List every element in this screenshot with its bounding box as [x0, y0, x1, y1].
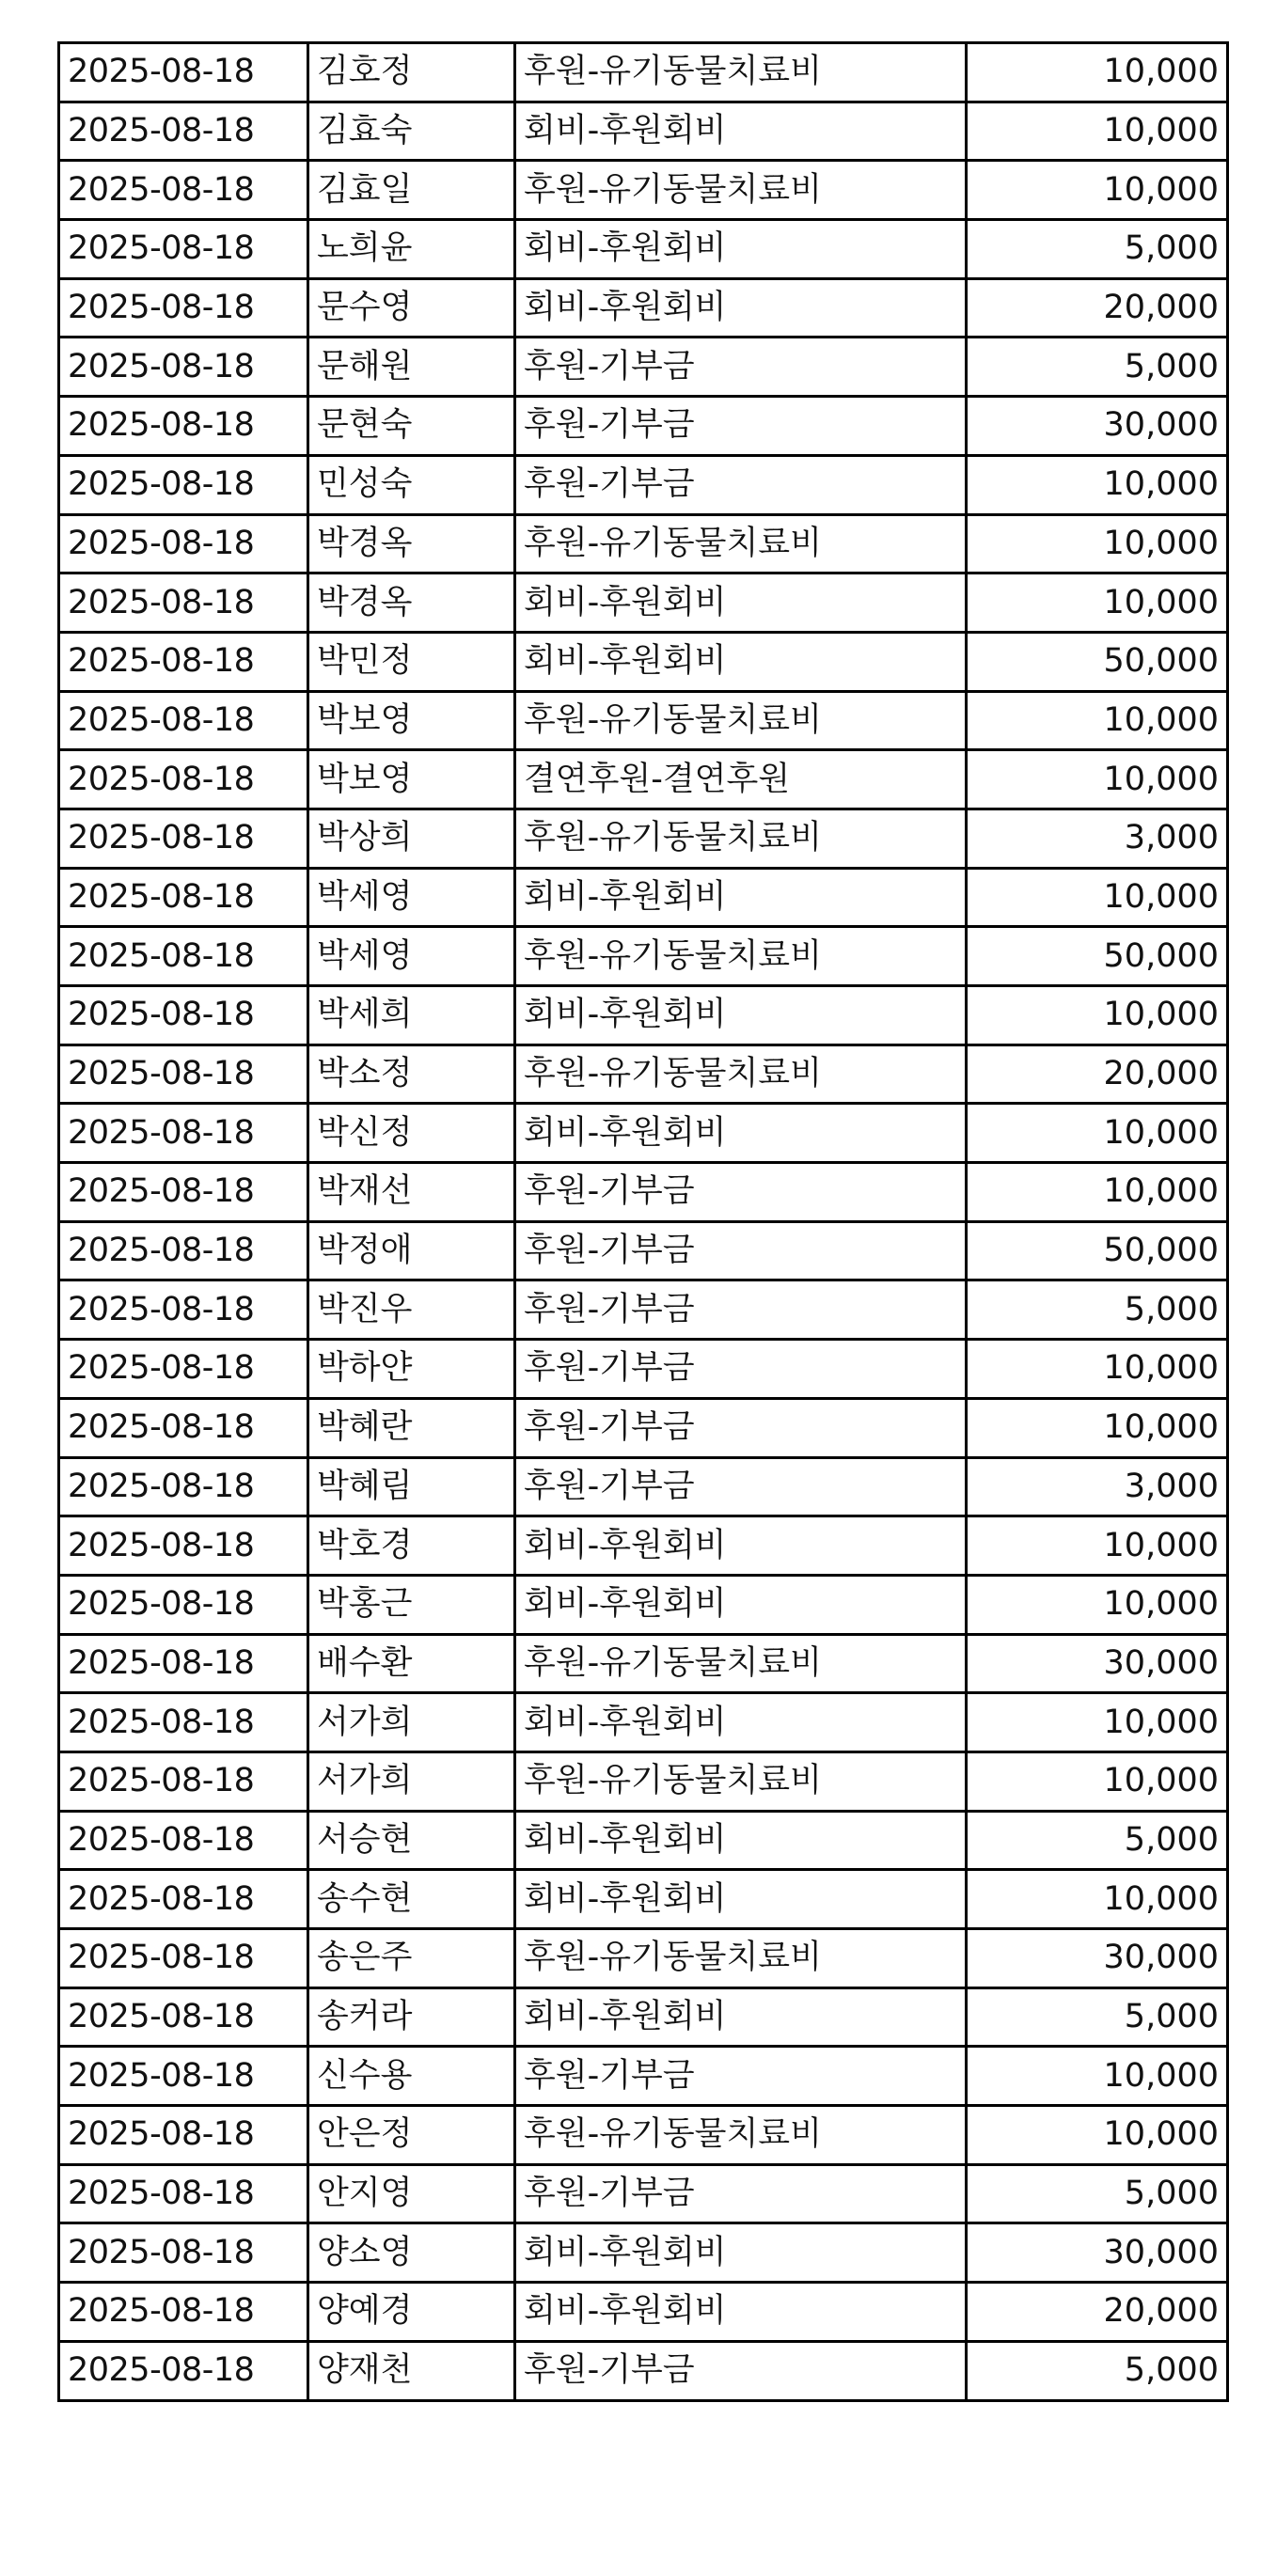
amount-cell: 5,000	[967, 1811, 1228, 1870]
table-row	[59, 1221, 1228, 1280]
table-row	[59, 1398, 1228, 1457]
name-cell: 문수영	[308, 278, 515, 338]
date-cell: 2025-08-18	[59, 2283, 308, 2342]
type-cell: 회비-후원회비	[515, 102, 967, 161]
type-cell: 회비-후원회비	[515, 573, 967, 633]
name-cell: 서가희	[308, 1751, 515, 1811]
name-cell: 김호정	[308, 43, 515, 102]
amount-cell: 30,000	[967, 1929, 1228, 1988]
date-cell: 2025-08-18	[59, 1457, 308, 1516]
date-cell: 2025-08-18	[59, 43, 308, 102]
type-cell: 회비-후원회비	[515, 1575, 967, 1634]
name-cell: 김효숙	[308, 102, 515, 161]
name-cell: 민성숙	[308, 455, 515, 514]
date-cell: 2025-08-18	[59, 809, 308, 868]
amount-cell: 10,000	[967, 455, 1228, 514]
name-cell: 박하얀	[308, 1340, 515, 1399]
date-cell: 2025-08-18	[59, 2164, 308, 2223]
name-cell: 박보영	[308, 691, 515, 750]
date-cell: 2025-08-18	[59, 2106, 308, 2165]
name-cell: 양재천	[308, 2341, 515, 2400]
table-row	[59, 278, 1228, 338]
type-cell: 회비-후원회비	[515, 1987, 967, 2047]
date-cell: 2025-08-18	[59, 750, 308, 809]
date-cell: 2025-08-18	[59, 514, 308, 573]
name-cell: 배수환	[308, 1634, 515, 1693]
type-cell: 후원-유기동물치료비	[515, 514, 967, 573]
date-cell: 2025-08-18	[59, 102, 308, 161]
date-cell: 2025-08-18	[59, 278, 308, 338]
date-cell: 2025-08-18	[59, 161, 308, 220]
amount-cell: 10,000	[967, 691, 1228, 750]
table-row	[59, 1634, 1228, 1693]
type-cell: 회비-후원회비	[515, 2283, 967, 2342]
amount-cell: 10,000	[967, 43, 1228, 102]
name-cell: 박진우	[308, 1280, 515, 1340]
name-cell: 안은정	[308, 2106, 515, 2165]
amount-cell: 5,000	[967, 220, 1228, 279]
table-row	[59, 397, 1228, 456]
table-row	[59, 1340, 1228, 1399]
type-cell: 후원-기부금	[515, 455, 967, 514]
type-cell: 결연후원-결연후원	[515, 750, 967, 809]
date-cell: 2025-08-18	[59, 1516, 308, 1576]
type-cell: 회비-후원회비	[515, 1104, 967, 1163]
date-cell: 2025-08-18	[59, 986, 308, 1045]
table-row	[59, 691, 1228, 750]
date-cell: 2025-08-18	[59, 1811, 308, 1870]
type-cell: 회비-후원회비	[515, 868, 967, 927]
name-cell: 송은주	[308, 1929, 515, 1988]
amount-cell: 10,000	[967, 573, 1228, 633]
table-row	[59, 102, 1228, 161]
table-row	[59, 1457, 1228, 1516]
date-cell: 2025-08-18	[59, 397, 308, 456]
name-cell: 박보영	[308, 750, 515, 809]
type-cell: 회비-후원회비	[515, 2223, 967, 2283]
table-row	[59, 1575, 1228, 1634]
table-row	[59, 2223, 1228, 2283]
type-cell: 후원-기부금	[515, 1457, 967, 1516]
type-cell: 후원-기부금	[515, 1163, 967, 1222]
type-cell: 회비-후원회비	[515, 220, 967, 279]
date-cell: 2025-08-18	[59, 1163, 308, 1222]
amount-cell: 5,000	[967, 1987, 1228, 2047]
date-cell: 2025-08-18	[59, 2047, 308, 2106]
date-cell: 2025-08-18	[59, 632, 308, 691]
amount-cell: 10,000	[967, 1516, 1228, 1576]
date-cell: 2025-08-18	[59, 1045, 308, 1104]
amount-cell: 10,000	[967, 1340, 1228, 1399]
name-cell: 안지영	[308, 2164, 515, 2223]
name-cell: 양예경	[308, 2283, 515, 2342]
type-cell: 후원-유기동물치료비	[515, 2106, 967, 2165]
table-row	[59, 750, 1228, 809]
table-row	[59, 2341, 1228, 2400]
name-cell: 박홍근	[308, 1575, 515, 1634]
table-row	[59, 1280, 1228, 1340]
table-row	[59, 514, 1228, 573]
type-cell: 후원-기부금	[515, 2047, 967, 2106]
table-row	[59, 1870, 1228, 1929]
date-cell: 2025-08-18	[59, 691, 308, 750]
name-cell: 박혜림	[308, 1457, 515, 1516]
name-cell: 박혜란	[308, 1398, 515, 1457]
name-cell: 서승현	[308, 1811, 515, 1870]
table-row	[59, 2164, 1228, 2223]
type-cell: 후원-유기동물치료비	[515, 809, 967, 868]
amount-cell: 5,000	[967, 1280, 1228, 1340]
amount-cell: 10,000	[967, 1693, 1228, 1752]
type-cell: 회비-후원회비	[515, 1693, 967, 1752]
type-cell: 후원-기부금	[515, 2341, 967, 2400]
amount-cell: 20,000	[967, 1045, 1228, 1104]
table-row	[59, 1987, 1228, 2047]
date-cell: 2025-08-18	[59, 927, 308, 986]
name-cell: 박민정	[308, 632, 515, 691]
table-row	[59, 1045, 1228, 1104]
type-cell: 회비-후원회비	[515, 1870, 967, 1929]
amount-cell: 50,000	[967, 1221, 1228, 1280]
type-cell: 후원-기부금	[515, 2164, 967, 2223]
name-cell: 박호경	[308, 1516, 515, 1576]
amount-cell: 50,000	[967, 927, 1228, 986]
type-cell: 후원-기부금	[515, 1280, 967, 1340]
amount-cell: 10,000	[967, 2047, 1228, 2106]
date-cell: 2025-08-18	[59, 1751, 308, 1811]
name-cell: 박상희	[308, 809, 515, 868]
type-cell: 회비-후원회비	[515, 1516, 967, 1576]
date-cell: 2025-08-18	[59, 1104, 308, 1163]
type-cell: 회비-후원회비	[515, 632, 967, 691]
amount-cell: 30,000	[967, 2223, 1228, 2283]
amount-cell: 3,000	[967, 1457, 1228, 1516]
name-cell: 박신정	[308, 1104, 515, 1163]
name-cell: 박세영	[308, 868, 515, 927]
date-cell: 2025-08-18	[59, 220, 308, 279]
date-cell: 2025-08-18	[59, 1575, 308, 1634]
amount-cell: 5,000	[967, 338, 1228, 397]
name-cell: 박재선	[308, 1163, 515, 1222]
date-cell: 2025-08-18	[59, 455, 308, 514]
table-row	[59, 809, 1228, 868]
donation-table	[57, 41, 1229, 2402]
amount-cell: 30,000	[967, 1634, 1228, 1693]
table-row	[59, 455, 1228, 514]
table-row	[59, 161, 1228, 220]
amount-cell: 10,000	[967, 2106, 1228, 2165]
date-cell: 2025-08-18	[59, 1634, 308, 1693]
table-row	[59, 1811, 1228, 1870]
name-cell: 김효일	[308, 161, 515, 220]
date-cell: 2025-08-18	[59, 1693, 308, 1752]
amount-cell: 30,000	[967, 397, 1228, 456]
date-cell: 2025-08-18	[59, 1340, 308, 1399]
table-row	[59, 2047, 1228, 2106]
name-cell: 박경옥	[308, 514, 515, 573]
name-cell: 양소영	[308, 2223, 515, 2283]
table-row	[59, 338, 1228, 397]
name-cell: 문해원	[308, 338, 515, 397]
type-cell: 후원-유기동물치료비	[515, 1634, 967, 1693]
table-row	[59, 1751, 1228, 1811]
name-cell: 박세희	[308, 986, 515, 1045]
amount-cell: 5,000	[967, 2341, 1228, 2400]
table-row	[59, 573, 1228, 633]
type-cell: 후원-유기동물치료비	[515, 927, 967, 986]
amount-cell: 50,000	[967, 632, 1228, 691]
table-row	[59, 1929, 1228, 1988]
name-cell: 박소정	[308, 1045, 515, 1104]
date-cell: 2025-08-18	[59, 1987, 308, 2047]
type-cell: 후원-유기동물치료비	[515, 43, 967, 102]
amount-cell: 10,000	[967, 986, 1228, 1045]
date-cell: 2025-08-18	[59, 2223, 308, 2283]
type-cell: 후원-기부금	[515, 338, 967, 397]
type-cell: 후원-기부금	[515, 397, 967, 456]
date-cell: 2025-08-18	[59, 2341, 308, 2400]
name-cell: 송커라	[308, 1987, 515, 2047]
amount-cell: 10,000	[967, 1870, 1228, 1929]
table-row	[59, 2283, 1228, 2342]
amount-cell: 10,000	[967, 1104, 1228, 1163]
table-row	[59, 868, 1228, 927]
type-cell: 회비-후원회비	[515, 1811, 967, 1870]
amount-cell: 10,000	[967, 161, 1228, 220]
amount-cell: 10,000	[967, 750, 1228, 809]
amount-cell: 10,000	[967, 1751, 1228, 1811]
date-cell: 2025-08-18	[59, 1221, 308, 1280]
type-cell: 후원-유기동물치료비	[515, 161, 967, 220]
amount-cell: 20,000	[967, 2283, 1228, 2342]
name-cell: 신수용	[308, 2047, 515, 2106]
table-row	[59, 43, 1228, 102]
type-cell: 회비-후원회비	[515, 986, 967, 1045]
name-cell: 박경옥	[308, 573, 515, 633]
table-row	[59, 632, 1228, 691]
type-cell: 후원-유기동물치료비	[515, 691, 967, 750]
name-cell: 노희윤	[308, 220, 515, 279]
donation-table-body	[59, 43, 1228, 2401]
date-cell: 2025-08-18	[59, 1280, 308, 1340]
amount-cell: 10,000	[967, 1163, 1228, 1222]
amount-cell: 10,000	[967, 1398, 1228, 1457]
table-row	[59, 927, 1228, 986]
table-row	[59, 1104, 1228, 1163]
date-cell: 2025-08-18	[59, 1929, 308, 1988]
name-cell: 박세영	[308, 927, 515, 986]
amount-cell: 10,000	[967, 514, 1228, 573]
table-row	[59, 1693, 1228, 1752]
amount-cell: 10,000	[967, 102, 1228, 161]
date-cell: 2025-08-18	[59, 338, 308, 397]
name-cell: 송수현	[308, 1870, 515, 1929]
amount-cell: 5,000	[967, 2164, 1228, 2223]
table-row	[59, 2106, 1228, 2165]
type-cell: 회비-후원회비	[515, 278, 967, 338]
type-cell: 후원-유기동물치료비	[515, 1045, 967, 1104]
table-row	[59, 220, 1228, 279]
table-row	[59, 1163, 1228, 1222]
date-cell: 2025-08-18	[59, 573, 308, 633]
type-cell: 후원-기부금	[515, 1398, 967, 1457]
amount-cell: 10,000	[967, 868, 1228, 927]
type-cell: 후원-유기동물치료비	[515, 1751, 967, 1811]
amount-cell: 20,000	[967, 278, 1228, 338]
type-cell: 후원-기부금	[515, 1340, 967, 1399]
name-cell: 문현숙	[308, 397, 515, 456]
amount-cell: 3,000	[967, 809, 1228, 868]
name-cell: 서가희	[308, 1693, 515, 1752]
date-cell: 2025-08-18	[59, 868, 308, 927]
table-row	[59, 986, 1228, 1045]
amount-cell: 10,000	[967, 1575, 1228, 1634]
type-cell: 후원-기부금	[515, 1221, 967, 1280]
type-cell: 후원-유기동물치료비	[515, 1929, 967, 1988]
date-cell: 2025-08-18	[59, 1870, 308, 1929]
date-cell: 2025-08-18	[59, 1398, 308, 1457]
name-cell: 박정애	[308, 1221, 515, 1280]
table-row	[59, 1516, 1228, 1576]
